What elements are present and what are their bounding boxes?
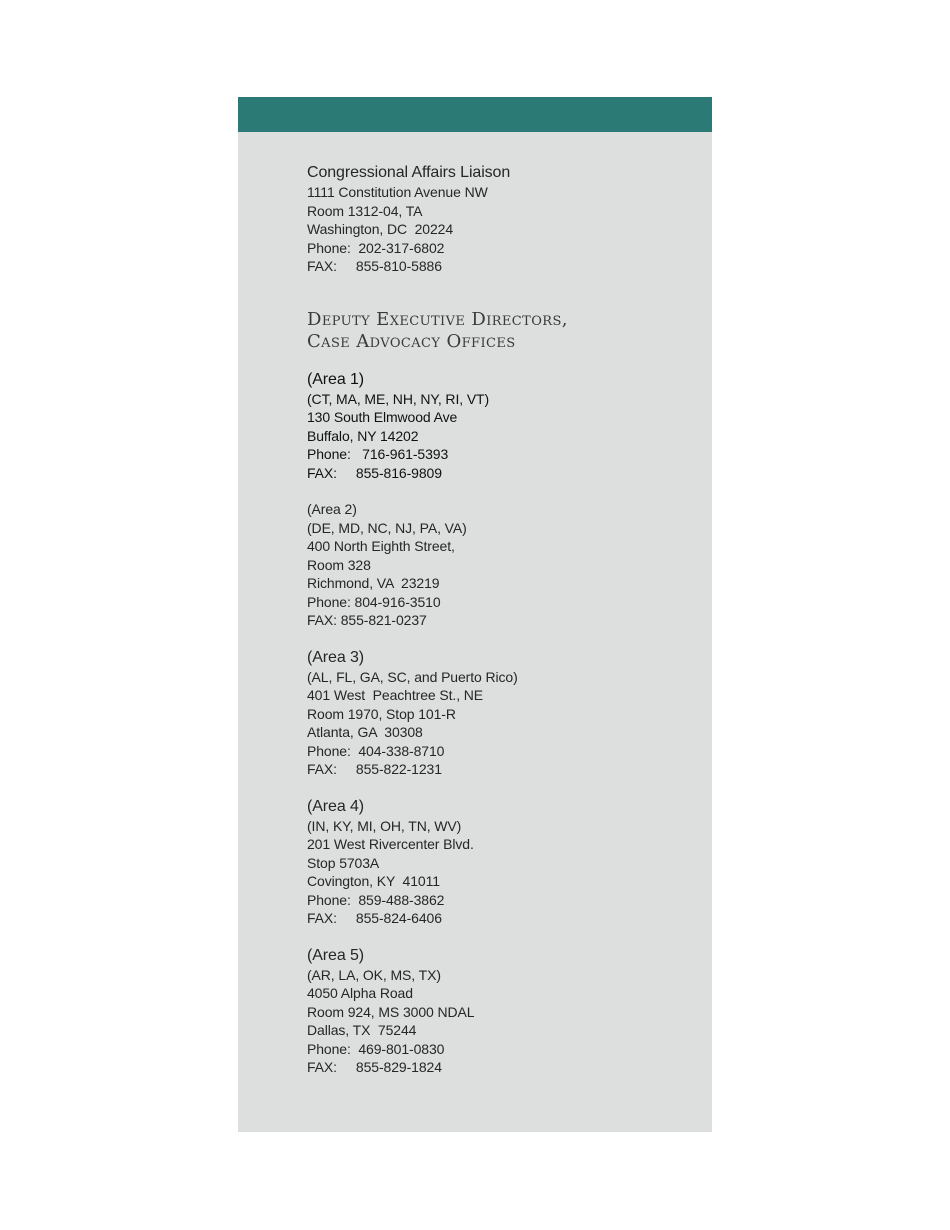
liaison-block: [307, 163, 697, 276]
liaison-address-line: 1111 Constitution Avenue NW: [307, 184, 488, 200]
area-room-line: Room 1970, Stop 101-R: [307, 705, 456, 722]
area-address-line: 201 West Rivercenter Blvd.: [307, 836, 474, 852]
area-title: (Area 1): [307, 370, 364, 388]
area-states-line: (CT, MA, ME, NH, NY, RI, VT): [307, 390, 490, 407]
area-phone-line: Phone: 404-338-8710: [307, 742, 445, 759]
area-phone-line: Phone: 469-801-0830: [307, 1040, 445, 1057]
area-phone-line: Phone: 859-488-3862: [307, 891, 445, 908]
section-heading: [307, 309, 697, 353]
area-4-block: [307, 797, 697, 928]
area-phone-line: Phone: 716-961-5393: [307, 446, 449, 462]
area-city-line: Richmond, VA 23219: [307, 575, 440, 591]
area-states-line: (AL, FL, GA, SC, and Puerto Rico): [307, 668, 518, 685]
area-phone-line: Phone: 804-916-3510: [307, 593, 441, 610]
area-states-line: (AR, LA, OK, MS, TX): [307, 966, 441, 983]
area-fax-line: FAX: 855-821-0237: [307, 612, 427, 628]
area-stop-line: Stop 5703A: [307, 854, 380, 871]
area-city-line: Covington, KY 41011: [307, 873, 440, 889]
area-room-line: Room 924, MS 3000 NDAL: [307, 1003, 475, 1020]
area-states-line: (DE, MD, NC, NJ, PA, VA): [307, 519, 467, 536]
area-address-line: 130 South Elmwood Ave: [307, 409, 458, 425]
area-address-line: 400 North Eighth Street,: [307, 538, 455, 554]
liaison-city-line: Washington, DC 20224: [307, 221, 454, 237]
area-states-line: (IN, KY, MI, OH, TN, WV): [307, 817, 462, 834]
liaison-fax-line: FAX: 855-810-5886: [307, 258, 442, 274]
area-title: (Area 4): [307, 797, 364, 815]
area-title: (Area 5): [307, 946, 364, 964]
header-band: [238, 97, 712, 132]
liaison-room-line: Room 1312-04, TA: [307, 202, 423, 219]
area-fax-line: FAX: 855-824-6406: [307, 910, 442, 926]
area-5-block: [307, 946, 697, 1077]
area-city-line: Buffalo, NY 14202: [307, 427, 419, 444]
area-1-block: [307, 370, 697, 483]
area-title: (Area 2): [307, 501, 357, 517]
area-3-block: [307, 648, 697, 779]
liaison-phone-line: Phone: 202-317-6802: [307, 239, 445, 256]
area-room-line: Room 328: [307, 556, 371, 573]
liaison-title: Congressional Affairs Liaison: [307, 164, 511, 181]
area-2-block: [307, 500, 697, 630]
area-title: (Area 3): [307, 648, 364, 666]
area-fax-line: FAX: 855-816-9809: [307, 464, 442, 481]
area-address-line: 401 West Peachtree St., NE: [307, 687, 484, 703]
panel-content: [307, 163, 697, 1095]
contact-panel: [238, 97, 712, 1132]
area-address-line: 4050 Alpha Road: [307, 985, 413, 1001]
section-heading-line-1: Deputy Executive Directors,: [307, 308, 568, 330]
area-fax-line: FAX: 855-829-1824: [307, 1059, 442, 1075]
area-city-line: Dallas, TX 75244: [307, 1022, 417, 1038]
area-fax-line: FAX: 855-822-1231: [307, 761, 442, 777]
section-heading-line-2: Case Advocacy Offices: [307, 330, 516, 352]
area-city-line: Atlanta, GA 30308: [307, 724, 423, 740]
